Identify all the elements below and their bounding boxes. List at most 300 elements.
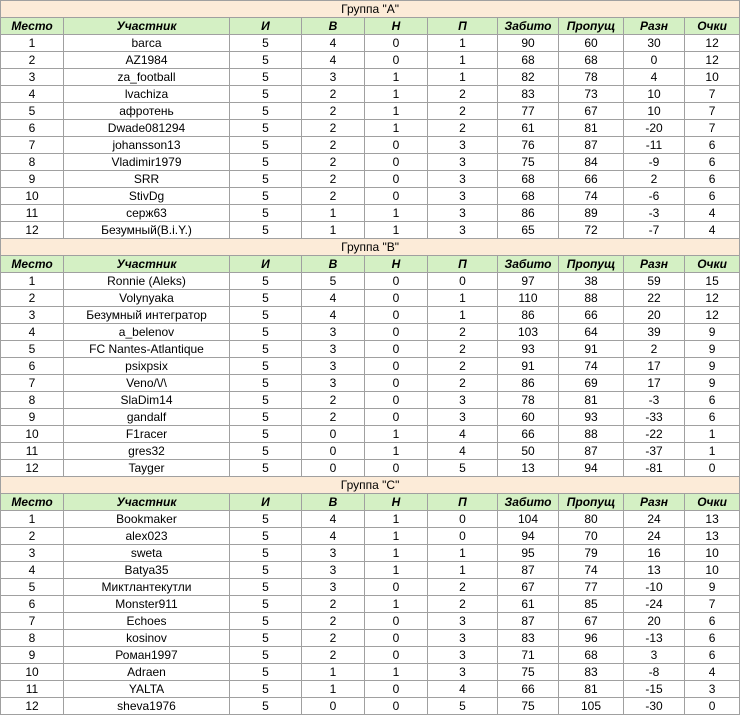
cell-conceded: 70	[559, 528, 624, 545]
column-header-diff: Разн	[624, 256, 685, 273]
cell-scored: 13	[498, 460, 559, 477]
cell-participant: FC Nantes-Atlantique	[64, 341, 230, 358]
cell-wins: 4	[302, 307, 365, 324]
cell-draws: 0	[365, 52, 428, 69]
cell-scored: 60	[498, 409, 559, 426]
cell-losses: 3	[428, 409, 498, 426]
cell-conceded: 77	[559, 579, 624, 596]
column-header-conceded: Пропущ	[559, 18, 624, 35]
table-row	[1, 647, 740, 664]
column-header-scored: Забито	[498, 494, 559, 511]
cell-draws: 1	[365, 562, 428, 579]
column-header-participant: Участник	[64, 256, 230, 273]
cell-losses: 2	[428, 324, 498, 341]
table-row	[1, 137, 740, 154]
cell-scored: 61	[498, 596, 559, 613]
cell-participant: Безумный(B.i.Y.)	[64, 222, 230, 239]
cell-diff: -22	[624, 426, 685, 443]
cell-place: 10	[1, 664, 64, 681]
cell-place: 8	[1, 392, 64, 409]
table-row	[1, 409, 740, 426]
cell-diff: 17	[624, 358, 685, 375]
cell-conceded: 66	[559, 171, 624, 188]
cell-participant: kosinov	[64, 630, 230, 647]
column-header-place: Место	[1, 18, 64, 35]
cell-played: 5	[230, 545, 302, 562]
cell-diff: -24	[624, 596, 685, 613]
cell-wins: 0	[302, 460, 365, 477]
cell-played: 5	[230, 86, 302, 103]
cell-scored: 93	[498, 341, 559, 358]
cell-losses: 2	[428, 341, 498, 358]
cell-conceded: 79	[559, 545, 624, 562]
cell-draws: 1	[365, 545, 428, 562]
cell-draws: 0	[365, 154, 428, 171]
cell-place: 4	[1, 86, 64, 103]
cell-place: 7	[1, 375, 64, 392]
cell-points: 9	[685, 324, 740, 341]
cell-place: 6	[1, 120, 64, 137]
cell-participant: alex023	[64, 528, 230, 545]
cell-draws: 0	[365, 188, 428, 205]
cell-participant: johansson13	[64, 137, 230, 154]
cell-points: 9	[685, 579, 740, 596]
cell-conceded: 84	[559, 154, 624, 171]
cell-points: 13	[685, 528, 740, 545]
cell-losses: 0	[428, 528, 498, 545]
cell-diff: 3	[624, 647, 685, 664]
cell-participant: Echoes	[64, 613, 230, 630]
cell-scored: 76	[498, 137, 559, 154]
cell-points: 9	[685, 358, 740, 375]
cell-place: 3	[1, 69, 64, 86]
cell-scored: 87	[498, 562, 559, 579]
cell-scored: 87	[498, 613, 559, 630]
cell-place: 1	[1, 35, 64, 52]
cell-losses: 4	[428, 681, 498, 698]
cell-wins: 2	[302, 154, 365, 171]
cell-draws: 1	[365, 664, 428, 681]
cell-place: 11	[1, 681, 64, 698]
cell-diff: 16	[624, 545, 685, 562]
cell-points: 15	[685, 273, 740, 290]
cell-participant: SRR	[64, 171, 230, 188]
cell-participant: Batya35	[64, 562, 230, 579]
cell-diff: 20	[624, 307, 685, 324]
cell-wins: 0	[302, 698, 365, 715]
group-title: Группа "C"	[1, 477, 740, 494]
cell-diff: -15	[624, 681, 685, 698]
cell-draws: 0	[365, 409, 428, 426]
cell-wins: 2	[302, 613, 365, 630]
cell-place: 8	[1, 154, 64, 171]
cell-draws: 1	[365, 443, 428, 460]
cell-place: 3	[1, 307, 64, 324]
cell-points: 9	[685, 375, 740, 392]
cell-conceded: 78	[559, 69, 624, 86]
cell-conceded: 93	[559, 409, 624, 426]
cell-participant: Роман1997	[64, 647, 230, 664]
cell-losses: 3	[428, 392, 498, 409]
column-header-conceded: Пропущ	[559, 256, 624, 273]
cell-points: 7	[685, 120, 740, 137]
cell-played: 5	[230, 290, 302, 307]
cell-draws: 0	[365, 392, 428, 409]
cell-losses: 3	[428, 137, 498, 154]
cell-scored: 94	[498, 528, 559, 545]
cell-participant: Миктлантекутли	[64, 579, 230, 596]
cell-conceded: 72	[559, 222, 624, 239]
cell-points: 4	[685, 664, 740, 681]
cell-place: 6	[1, 596, 64, 613]
cell-wins: 2	[302, 188, 365, 205]
cell-place: 12	[1, 222, 64, 239]
table-row	[1, 579, 740, 596]
cell-points: 1	[685, 443, 740, 460]
table-row	[1, 86, 740, 103]
cell-draws: 0	[365, 681, 428, 698]
cell-participant: Volynyaka	[64, 290, 230, 307]
cell-conceded: 73	[559, 86, 624, 103]
standings-body	[1, 1, 740, 715]
cell-draws: 0	[365, 341, 428, 358]
table-row	[1, 222, 740, 239]
cell-losses: 1	[428, 290, 498, 307]
column-header-diff: Разн	[624, 494, 685, 511]
cell-place: 4	[1, 324, 64, 341]
cell-place: 1	[1, 511, 64, 528]
cell-diff: -13	[624, 630, 685, 647]
column-header-wins: В	[302, 256, 365, 273]
cell-diff: 17	[624, 375, 685, 392]
cell-draws: 1	[365, 528, 428, 545]
cell-draws: 0	[365, 171, 428, 188]
cell-losses: 5	[428, 460, 498, 477]
table-row	[1, 171, 740, 188]
cell-losses: 3	[428, 664, 498, 681]
cell-scored: 66	[498, 426, 559, 443]
table-row	[1, 443, 740, 460]
cell-place: 3	[1, 545, 64, 562]
cell-points: 6	[685, 392, 740, 409]
cell-participant: F1racer	[64, 426, 230, 443]
cell-participant: серж63	[64, 205, 230, 222]
column-header-draws: Н	[365, 494, 428, 511]
column-header-points: Очки	[685, 18, 740, 35]
cell-draws: 0	[365, 698, 428, 715]
cell-played: 5	[230, 273, 302, 290]
cell-played: 5	[230, 188, 302, 205]
table-row	[1, 35, 740, 52]
cell-played: 5	[230, 426, 302, 443]
cell-place: 11	[1, 443, 64, 460]
column-header-losses: П	[428, 18, 498, 35]
cell-place: 9	[1, 647, 64, 664]
cell-wins: 1	[302, 681, 365, 698]
cell-losses: 2	[428, 120, 498, 137]
cell-conceded: 83	[559, 664, 624, 681]
table-row	[1, 188, 740, 205]
cell-participant: barca	[64, 35, 230, 52]
cell-played: 5	[230, 630, 302, 647]
cell-played: 5	[230, 596, 302, 613]
cell-participant: афротень	[64, 103, 230, 120]
cell-losses: 2	[428, 103, 498, 120]
cell-losses: 1	[428, 307, 498, 324]
cell-conceded: 74	[559, 358, 624, 375]
column-header-played: И	[230, 256, 302, 273]
table-row	[1, 273, 740, 290]
cell-wins: 2	[302, 630, 365, 647]
cell-points: 6	[685, 154, 740, 171]
cell-wins: 0	[302, 426, 365, 443]
cell-losses: 1	[428, 69, 498, 86]
cell-losses: 1	[428, 562, 498, 579]
cell-scored: 71	[498, 647, 559, 664]
cell-scored: 90	[498, 35, 559, 52]
cell-wins: 4	[302, 511, 365, 528]
cell-diff: -3	[624, 392, 685, 409]
cell-conceded: 105	[559, 698, 624, 715]
cell-conceded: 74	[559, 188, 624, 205]
cell-conceded: 69	[559, 375, 624, 392]
cell-losses: 2	[428, 579, 498, 596]
cell-conceded: 67	[559, 613, 624, 630]
table-row	[1, 630, 740, 647]
cell-conceded: 91	[559, 341, 624, 358]
column-header-scored: Забито	[498, 256, 559, 273]
cell-played: 5	[230, 69, 302, 86]
cell-scored: 91	[498, 358, 559, 375]
cell-losses: 3	[428, 630, 498, 647]
cell-draws: 0	[365, 375, 428, 392]
cell-conceded: 89	[559, 205, 624, 222]
cell-conceded: 94	[559, 460, 624, 477]
cell-place: 7	[1, 613, 64, 630]
cell-diff: 13	[624, 562, 685, 579]
cell-diff: 39	[624, 324, 685, 341]
cell-draws: 1	[365, 103, 428, 120]
cell-conceded: 88	[559, 426, 624, 443]
cell-played: 5	[230, 647, 302, 664]
cell-wins: 3	[302, 562, 365, 579]
cell-wins: 4	[302, 35, 365, 52]
cell-diff: -30	[624, 698, 685, 715]
cell-conceded: 38	[559, 273, 624, 290]
cell-conceded: 96	[559, 630, 624, 647]
cell-diff: -20	[624, 120, 685, 137]
cell-scored: 95	[498, 545, 559, 562]
cell-diff: 10	[624, 103, 685, 120]
cell-losses: 0	[428, 273, 498, 290]
table-row	[1, 562, 740, 579]
cell-played: 5	[230, 137, 302, 154]
cell-place: 5	[1, 341, 64, 358]
cell-wins: 1	[302, 664, 365, 681]
cell-played: 5	[230, 35, 302, 52]
cell-points: 12	[685, 307, 740, 324]
cell-draws: 1	[365, 205, 428, 222]
cell-losses: 1	[428, 35, 498, 52]
column-header-points: Очки	[685, 256, 740, 273]
table-row	[1, 120, 740, 137]
cell-points: 6	[685, 171, 740, 188]
cell-participant: Безумный интегратор	[64, 307, 230, 324]
cell-draws: 0	[365, 273, 428, 290]
cell-draws: 0	[365, 307, 428, 324]
cell-place: 5	[1, 103, 64, 120]
cell-wins: 3	[302, 324, 365, 341]
cell-losses: 0	[428, 511, 498, 528]
table-row	[1, 392, 740, 409]
cell-draws: 0	[365, 35, 428, 52]
cell-wins: 3	[302, 341, 365, 358]
cell-losses: 3	[428, 154, 498, 171]
cell-draws: 0	[365, 613, 428, 630]
column-header-row	[1, 256, 740, 273]
cell-scored: 68	[498, 171, 559, 188]
cell-wins: 3	[302, 579, 365, 596]
cell-scored: 66	[498, 681, 559, 698]
cell-points: 4	[685, 222, 740, 239]
cell-losses: 4	[428, 443, 498, 460]
cell-played: 5	[230, 698, 302, 715]
cell-points: 9	[685, 341, 740, 358]
cell-points: 7	[685, 596, 740, 613]
cell-points: 12	[685, 35, 740, 52]
cell-played: 5	[230, 154, 302, 171]
table-row	[1, 426, 740, 443]
table-row	[1, 358, 740, 375]
cell-participant: Tayger	[64, 460, 230, 477]
column-header-points: Очки	[685, 494, 740, 511]
table-row	[1, 664, 740, 681]
cell-wins: 2	[302, 171, 365, 188]
column-header-row	[1, 18, 740, 35]
cell-diff: 2	[624, 341, 685, 358]
cell-participant: za_football	[64, 69, 230, 86]
table-row	[1, 52, 740, 69]
cell-diff: -6	[624, 188, 685, 205]
group-title-row	[1, 1, 740, 18]
cell-participant: Ronnie (Aleks)	[64, 273, 230, 290]
cell-conceded: 88	[559, 290, 624, 307]
cell-scored: 75	[498, 698, 559, 715]
cell-diff: 20	[624, 613, 685, 630]
cell-participant: gres32	[64, 443, 230, 460]
cell-diff: 24	[624, 528, 685, 545]
cell-wins: 5	[302, 273, 365, 290]
table-row	[1, 290, 740, 307]
cell-wins: 4	[302, 52, 365, 69]
cell-participant: StivDg	[64, 188, 230, 205]
cell-points: 12	[685, 290, 740, 307]
cell-wins: 2	[302, 103, 365, 120]
cell-points: 4	[685, 205, 740, 222]
cell-wins: 4	[302, 290, 365, 307]
cell-diff: -10	[624, 579, 685, 596]
cell-conceded: 81	[559, 392, 624, 409]
cell-conceded: 87	[559, 137, 624, 154]
cell-draws: 0	[365, 324, 428, 341]
cell-losses: 1	[428, 545, 498, 562]
cell-played: 5	[230, 528, 302, 545]
cell-points: 6	[685, 647, 740, 664]
cell-losses: 3	[428, 171, 498, 188]
cell-diff: 59	[624, 273, 685, 290]
cell-diff: -37	[624, 443, 685, 460]
cell-scored: 68	[498, 188, 559, 205]
cell-scored: 50	[498, 443, 559, 460]
table-row	[1, 341, 740, 358]
table-row	[1, 69, 740, 86]
cell-place: 8	[1, 630, 64, 647]
cell-losses: 2	[428, 596, 498, 613]
cell-participant: SlaDim14	[64, 392, 230, 409]
table-row	[1, 613, 740, 630]
cell-draws: 0	[365, 579, 428, 596]
cell-points: 6	[685, 137, 740, 154]
cell-place: 12	[1, 698, 64, 715]
cell-place: 11	[1, 205, 64, 222]
column-header-played: И	[230, 494, 302, 511]
column-header-played: И	[230, 18, 302, 35]
cell-wins: 0	[302, 443, 365, 460]
cell-conceded: 87	[559, 443, 624, 460]
cell-scored: 61	[498, 120, 559, 137]
cell-scored: 77	[498, 103, 559, 120]
cell-points: 3	[685, 681, 740, 698]
cell-wins: 1	[302, 205, 365, 222]
group-title: Группа "B"	[1, 239, 740, 256]
table-row	[1, 375, 740, 392]
cell-losses: 3	[428, 647, 498, 664]
table-row	[1, 307, 740, 324]
cell-wins: 3	[302, 545, 365, 562]
cell-played: 5	[230, 120, 302, 137]
cell-points: 13	[685, 511, 740, 528]
cell-points: 10	[685, 69, 740, 86]
cell-diff: -81	[624, 460, 685, 477]
cell-diff: 0	[624, 52, 685, 69]
cell-conceded: 60	[559, 35, 624, 52]
cell-wins: 2	[302, 137, 365, 154]
cell-wins: 3	[302, 358, 365, 375]
cell-played: 5	[230, 103, 302, 120]
cell-losses: 4	[428, 426, 498, 443]
cell-points: 0	[685, 698, 740, 715]
cell-wins: 2	[302, 647, 365, 664]
cell-diff: 4	[624, 69, 685, 86]
cell-points: 0	[685, 460, 740, 477]
cell-scored: 75	[498, 154, 559, 171]
cell-participant: YALTA	[64, 681, 230, 698]
cell-losses: 2	[428, 375, 498, 392]
cell-played: 5	[230, 392, 302, 409]
cell-participant: sheva1976	[64, 698, 230, 715]
cell-participant: a_belenov	[64, 324, 230, 341]
cell-diff: 22	[624, 290, 685, 307]
cell-participant: Veno/\/\	[64, 375, 230, 392]
cell-participant: Dwade081294	[64, 120, 230, 137]
cell-participant: psixpsix	[64, 358, 230, 375]
cell-scored: 86	[498, 375, 559, 392]
cell-played: 5	[230, 562, 302, 579]
table-row	[1, 545, 740, 562]
cell-played: 5	[230, 681, 302, 698]
cell-points: 7	[685, 103, 740, 120]
cell-draws: 0	[365, 358, 428, 375]
